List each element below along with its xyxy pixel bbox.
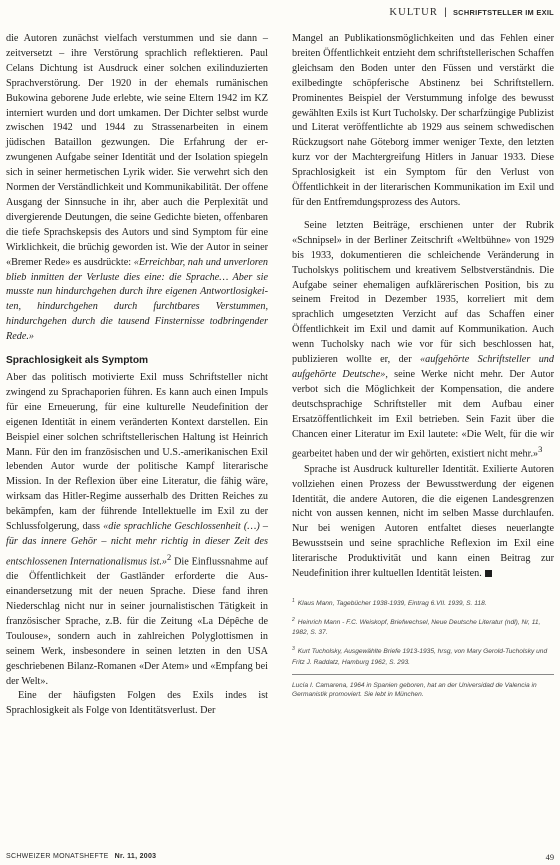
- section-label: KULTUR: [389, 7, 439, 18]
- publication-name: SCHWEIZER MONATSHEFTE: [6, 853, 109, 860]
- paragraph-text: die Autoren zunächst vielfach verstummen und sie dann – zeitversetzt – ihre Verstörung sprachlich reflektieren. Paul Celans Dichtung ist Ausdruck einer solchen exilinduzierten Sprachverstörung. Der 1920 in der ehemals rumänischen Bukowina geborene Jude erlebte, wie seine Eltern 1942 im KZ interniert wurden und dort umkamen. Der Dichter selbst wurde zwischen 1942 und 1944 zu Strassenarbeiten in einem jüdischen Bataillon gezwungen. Die Erfahrung der erzwungenen Aufgabe seiner Identität und der Isolation spiegeln sich in seiner hermetischen Lyrik wider. Sie verwehrt sich den Normen der Verständlichkeit und Kommunikabilität. Der offene Ausgang der Sinnsuche in ihr, aber auch die Perplexität und divergierende Deutungen, die seine Gedichte bieten, offenbaren die tiefe Sprachskepsis des Autors und sind Symptom für eine Wirklichkeit, die brüchig geworden ist. Wie der Autor in seiner «Bremer Rede» es ausdrückte:: [6, 33, 268, 268]
- paragraph-text: Aber das politisch motivierte Exil muss Schriftsteller nicht zwingend zu Sprachaporien führen. Es kann auch einen Impuls für eine Erneuerung, für eine kulturelle Neudefinition der eigenen Identität in einem veränderten Kontext darstellen. Ein Beispiel einer solchen schriftstellerischen Haltung ist Heinrich Mann. Für den im französischen und U.S.-amerikanischen Exil lebenden Autor wurde der politische Kampf literarische Mission. In der Reflexion über eine Literatur, die fähig wäre, wirksam das Hitler-Regime ausserhalb des Dritten Reiches zu bekämpfen, kam der führende Intellektuelle im Exil zu der Schlussfolgerung, dass: [6, 372, 268, 533]
- footnote-text: Heinrich Mann - F.C. Weiskopf, Briefwechsel, Neue Deutsche Literatur (ndl), Nr, 11, 1982, S. 37.: [292, 619, 541, 637]
- footnote-ref[interactable]: 2: [167, 551, 172, 562]
- page-number: 49: [545, 853, 554, 862]
- footnote-number: 2: [292, 617, 295, 624]
- paragraph: [6, 32, 268, 345]
- footnote: [292, 596, 554, 609]
- celan-quote: «Erreichbar, nah und unverloren blieb inmitten der Verluste dies eine: die Sprache… Aber sie musste nun hindurchgehen durch ihre eigenen Antwortlosigkeiten, hindurchgehen durch furchtbares Verstummen, hindurchgehen durch die tausend Finsternisse todbringender Rede.»: [6, 256, 268, 343]
- footnote: [292, 615, 554, 638]
- paragraph: [292, 463, 554, 582]
- tucholsky-quote: «aufgehörte Schriftsteller und aufgehörte Deutsche»: [292, 354, 554, 380]
- issue-number: Nr. 11, 2003: [114, 853, 157, 860]
- footnote-ref[interactable]: 3: [538, 444, 543, 455]
- footnote-number: 3: [292, 646, 295, 653]
- author-bio: Lucía I. Camarena, 1964 in Spanien geboren, hat an der Universidad de Valencia in Germanistik promoviert. Sie lebt in München.: [292, 681, 537, 698]
- left-column: [6, 32, 268, 719]
- header-separator: |: [444, 7, 447, 18]
- paragraph: [6, 689, 268, 719]
- page-footer: [6, 853, 554, 862]
- footnote: [292, 644, 554, 667]
- heinrich-mann-quote: «die sprachliche Geschlossenheit (…) – für das innere Gehör – nicht mehr richtig in dieser Zeit des entschlossenen Internationalismus ist.»: [6, 521, 268, 568]
- footnotes: [292, 596, 554, 668]
- paragraph-text: Die Einflussnahme auf die Öffentlichkeit der Gastländer erforderte die Auseinandersetzung mit der neuen Sprache. Diese fand ihren Niederschlag nicht nur in seiner journalistischen Tätigkeit in französischer Sprache, z.B. für die Zeitung «La Dépêche de Toulouse», sondern auch in zahlreichen Polyglottismen in seinem Werk, insbesondere in seinen letzten in den USA geschriebenen Bilanz-Romanen «Der Atem» und «Empfang bei der Welt».: [6, 556, 268, 687]
- paragraph-text: Sprache ist Ausdruck kultureller Identität. Exilierte Autoren vollziehen einen Prozess der Bewusstwerdung der eigenen Identität, die andere Autoren, die die eigenen Landesgrenzen nicht von aussen kennen, nicht im selben Masse durchlaufen. Nur bei wenigen Autoren entfaltet dieses neuerlangte Bewusstsein und seine sprachliche Reflexion im Exil eine literarische Produktivität und kann einen Beitrag zur Neudefinition ihrer kultuellen Identität leisten.: [292, 463, 554, 580]
- footnote-number: 1: [292, 598, 295, 605]
- paragraph-text: , seine Werke nicht mehr. Der Autor verbot sich die Möglichkeit der Kompensation, die andere deutschsprachige Schriftsteller mit dem Aufbau einer Ersatzöffentlichkeit im Exil betrieben. Sein Fazit über die Chancen einer Literatur im Exil lautete: «Die Welt, für die wir gearbeitet haben und der wir gehörten, existiert nicht mehr.»: [292, 368, 555, 460]
- right-column: [292, 32, 554, 699]
- paragraph: [292, 219, 554, 463]
- paragraph: [6, 371, 268, 689]
- footer-publication: [6, 853, 156, 862]
- footnote-text: Klaus Mann, Tagebücher 1938-1939, Eintrag 6.VII. 1939, S. 118.: [297, 600, 487, 608]
- paragraph: [292, 32, 554, 211]
- paragraph-text: Eine der häufigsten Folgen des Exils indes ist Sprachlosigkeit als Folge von Identitätsverlust. Der: [6, 690, 268, 717]
- subheading: Sprachlosigkeit als Symptom: [6, 355, 149, 367]
- paragraph-text: Mangel an Publikationsmöglichkeiten und das Fehlen einer breiten Öffentlichkeit entzieht dem schriftstellerischen Schaffen gleichsam den Boden unter den Füssen und verstärkt die exilbedingte schöpferische Abstinenz bei Schriftstellern. Prominentes Beispiel der Verstummung infolge des bewusst gewählten Exils ist Kurt Tucholsky. Der scharfzüngige Publizist und Literat veröffentlichte ab 1929 aus seinem schwedischen Rückzugsort nahe Göteborg immer weniger Texte, den letzten kurz vor der Machtergreifung Hitlers in Januar 1933. Diese Sprachlosigkeit ist ein Symptom für den Verlust von Öffentlichkeit in der literarischen Kommunikation im Exil und für den Entfremdungsprozess des Autors.: [292, 33, 554, 208]
- footnote-text: Kurt Tucholsky, Ausgewählte Briefe 1913-1935, hrsg, von Mary Gerold-Tucholsky und Fritz J. Raddatz, Hamburg 1962, S. 293.: [292, 648, 548, 666]
- running-head: [389, 7, 554, 18]
- article-topic: SCHRIFTSTELLER IM EXIL: [452, 8, 554, 17]
- end-of-article-mark: [485, 570, 492, 577]
- paragraph-text: Seine letzten Beiträge, erschienen unter der Rubrik «Schnipsel» in der Berliner Zeitschrift «Weltbühne» von 1929 bis 1933, dokumentieren die schleichende Veränderung in Tucholskys politischem und kreativem Selbstverständnis. Die Aufgabe seiner ehemaligen aufklärerischen Position, bis zu seinem Freitod in Dezember 1935, korreliert mit dem sprachlich umgesetzten Verzicht auf das Schaffen einer Öffentlichkeit im Exil und damit auf Kommunikation. Auch wenn Tucholsky nach wie vor für sich beschlossen hat, publizieren wollte er, der: [292, 219, 554, 366]
